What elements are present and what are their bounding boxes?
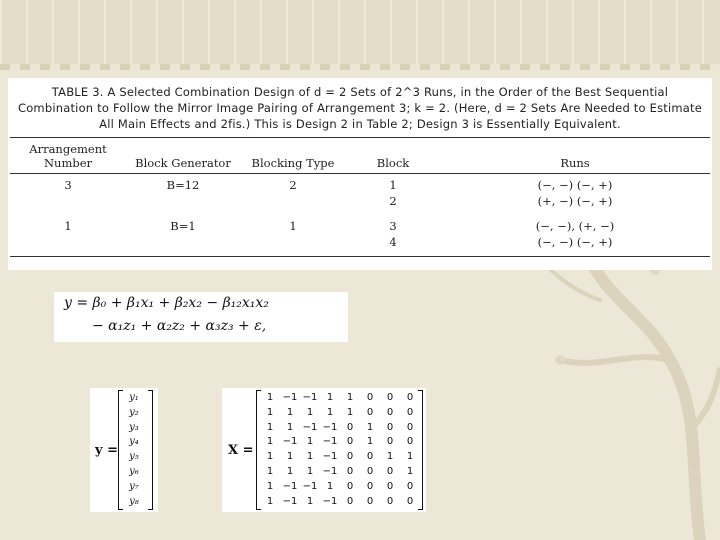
block-number: 2 — [389, 194, 397, 208]
block-number: 3 — [389, 219, 397, 233]
cell-block — [348, 215, 438, 256]
table-header-row — [8, 138, 712, 173]
matrix-cell: 1 — [266, 480, 274, 492]
matrix-cell: −1 — [282, 392, 298, 403]
matrix-cell: 1 — [406, 465, 414, 477]
matrix-cell: 1 — [266, 465, 274, 477]
matrix-cell: 0 — [386, 480, 394, 492]
block-number: 1 — [389, 178, 397, 192]
vector-entry: y₁ — [129, 392, 139, 403]
matrix-cell: 0 — [366, 406, 374, 418]
matrix-cell: 1 — [266, 392, 274, 403]
matrix-cell: 1 — [366, 436, 374, 448]
col-header-block: Block — [376, 156, 410, 170]
vector-entry: y₇ — [129, 480, 139, 492]
matrix-row — [260, 435, 420, 450]
matrix-cell: −1 — [322, 421, 338, 433]
matrix-cell: 1 — [266, 495, 274, 507]
matrix-cell: 1 — [306, 436, 314, 448]
cell-arrangement: 3 — [64, 178, 72, 192]
matrix-cell: 0 — [386, 436, 394, 448]
matrix-row — [260, 406, 420, 421]
vector-entry: y₈ — [129, 495, 139, 507]
equation-line-2: − α₁z₁ + α₂z₂ + α₃z₃ + ε, — [92, 318, 267, 334]
cell-generator: B=12 — [166, 178, 200, 192]
matrix-cell: −1 — [322, 465, 338, 477]
matrix-cell: 0 — [346, 436, 354, 448]
response-vector — [90, 388, 158, 512]
matrix-cell: 1 — [266, 406, 274, 418]
matrix-cell: 0 — [346, 451, 354, 463]
matrix-cell: 1 — [286, 465, 294, 477]
matrix-cell: 0 — [366, 392, 374, 403]
matrix-cell: −1 — [302, 480, 318, 492]
vector-entry: y₅ — [129, 451, 139, 463]
matrix-row — [260, 421, 420, 436]
matrix-cell: −1 — [282, 436, 298, 448]
matrix-cell: 1 — [306, 495, 314, 507]
matrix-cell: 0 — [346, 495, 354, 507]
matrix-cell: −1 — [302, 421, 318, 433]
block-number: 4 — [389, 235, 397, 249]
matrix-symbol: X = — [228, 443, 254, 458]
matrix-cell: 0 — [406, 392, 414, 403]
vector-entry: y₆ — [129, 465, 139, 477]
cell-blocking-type: 2 — [289, 178, 297, 192]
cell-runs — [438, 215, 712, 256]
matrix-row — [260, 391, 420, 406]
table-row — [8, 174, 712, 215]
matrix-cell: 0 — [406, 480, 414, 492]
decorative-border — [0, 0, 720, 70]
cell-arrangement: 1 — [64, 219, 72, 233]
matrix-cell: 0 — [406, 436, 414, 448]
matrix-cell: 0 — [386, 421, 394, 433]
vector-entries — [122, 391, 146, 509]
matrix-cell: 0 — [386, 465, 394, 477]
right-bracket — [148, 390, 153, 510]
matrix-cell: 0 — [406, 406, 414, 418]
matrix-cell: 1 — [306, 465, 314, 477]
matrix-cell: 1 — [266, 451, 274, 463]
table-bottom-rule — [10, 256, 710, 257]
cell-runs — [438, 174, 712, 215]
matrix-cell: −1 — [322, 451, 338, 463]
matrix-cell: 1 — [326, 406, 334, 418]
matrix-cell: 0 — [366, 465, 374, 477]
matrix-row — [260, 450, 420, 465]
matrix-cell: 0 — [406, 421, 414, 433]
matrix-cell: 1 — [386, 451, 394, 463]
vector-entry: y₃ — [129, 421, 139, 433]
matrix-cell: 0 — [366, 480, 374, 492]
matrix-cell: 0 — [346, 480, 354, 492]
matrix-cell: −1 — [302, 392, 318, 403]
vector-entry: y₂ — [129, 406, 139, 418]
matrix-grid — [260, 391, 420, 509]
runs-pair: (+, −) (−, +) — [537, 194, 613, 208]
col-header-generator: Block Generator — [135, 156, 231, 170]
table-caption: TABLE 3. A Selected Combination Design of d = 2 Sets of 2^3 Runs, in the Order of the Best Sequential Combination to Follow the Mirror Image Pairing of Arrangement 3; k = 2. (Here, d = 2 Sets Are Needed to Estimate All Main Effects and 2fis.) This is Design 2 in Table 2; Design 3 is Essentially Equivalent. — [17, 85, 703, 131]
vector-entry: y₄ — [129, 436, 139, 448]
matrix-cell: 1 — [326, 392, 334, 403]
matrix-cell: −1 — [322, 495, 338, 507]
matrix-cell: 0 — [406, 495, 414, 507]
vector-symbol: y = — [95, 443, 118, 458]
cell-generator: B=1 — [170, 219, 196, 233]
matrix-cell: 0 — [386, 392, 394, 403]
table-row — [8, 215, 712, 256]
col-header-arrangement: Arrangement Number — [29, 142, 107, 170]
matrix-cell: 0 — [366, 451, 374, 463]
matrix-cell: 0 — [386, 406, 394, 418]
matrix-row — [260, 495, 420, 510]
cell-blocking-type: 1 — [289, 219, 297, 233]
design-table — [8, 138, 712, 256]
matrix-cell: 1 — [286, 451, 294, 463]
matrix-cell: 0 — [366, 495, 374, 507]
runs-pair: (−, −) (−, +) — [537, 235, 613, 249]
matrix-cell: −1 — [282, 495, 298, 507]
matrix-row — [260, 480, 420, 495]
matrix-cell: −1 — [322, 436, 338, 448]
matrix-cell: 0 — [386, 495, 394, 507]
matrix-cell: 1 — [306, 451, 314, 463]
matrix-cell: 0 — [346, 465, 354, 477]
matrix-cell: 1 — [346, 392, 354, 403]
matrix-cell: 1 — [366, 421, 374, 433]
matrix-row — [260, 465, 420, 480]
matrix-cell: 1 — [286, 421, 294, 433]
matrix-cell: 1 — [286, 406, 294, 418]
runs-pair: (−, −) (−, +) — [537, 178, 613, 192]
matrix-cell: 1 — [266, 421, 274, 433]
matrix-cell: 1 — [406, 451, 414, 463]
runs-pair: (−, −), (+, −) — [535, 219, 615, 233]
design-matrix — [222, 388, 426, 512]
matrix-cell: −1 — [282, 480, 298, 492]
matrix-cell: 1 — [306, 406, 314, 418]
model-equation — [54, 292, 348, 342]
matrix-cell: 0 — [346, 421, 354, 433]
matrix-cell: 1 — [326, 480, 334, 492]
col-header-runs: Runs — [560, 156, 590, 170]
right-bracket — [418, 390, 423, 510]
equation-line-1: y = β₀ + β₁x₁ + β₂x₂ − β₁₂x₁x₂ — [64, 295, 269, 311]
matrix-cell: 1 — [266, 436, 274, 448]
matrix-cell: 1 — [346, 406, 354, 418]
design-table-panel — [8, 78, 712, 270]
col-header-blocking-type: Blocking Type — [251, 156, 335, 170]
cell-block — [348, 174, 438, 215]
